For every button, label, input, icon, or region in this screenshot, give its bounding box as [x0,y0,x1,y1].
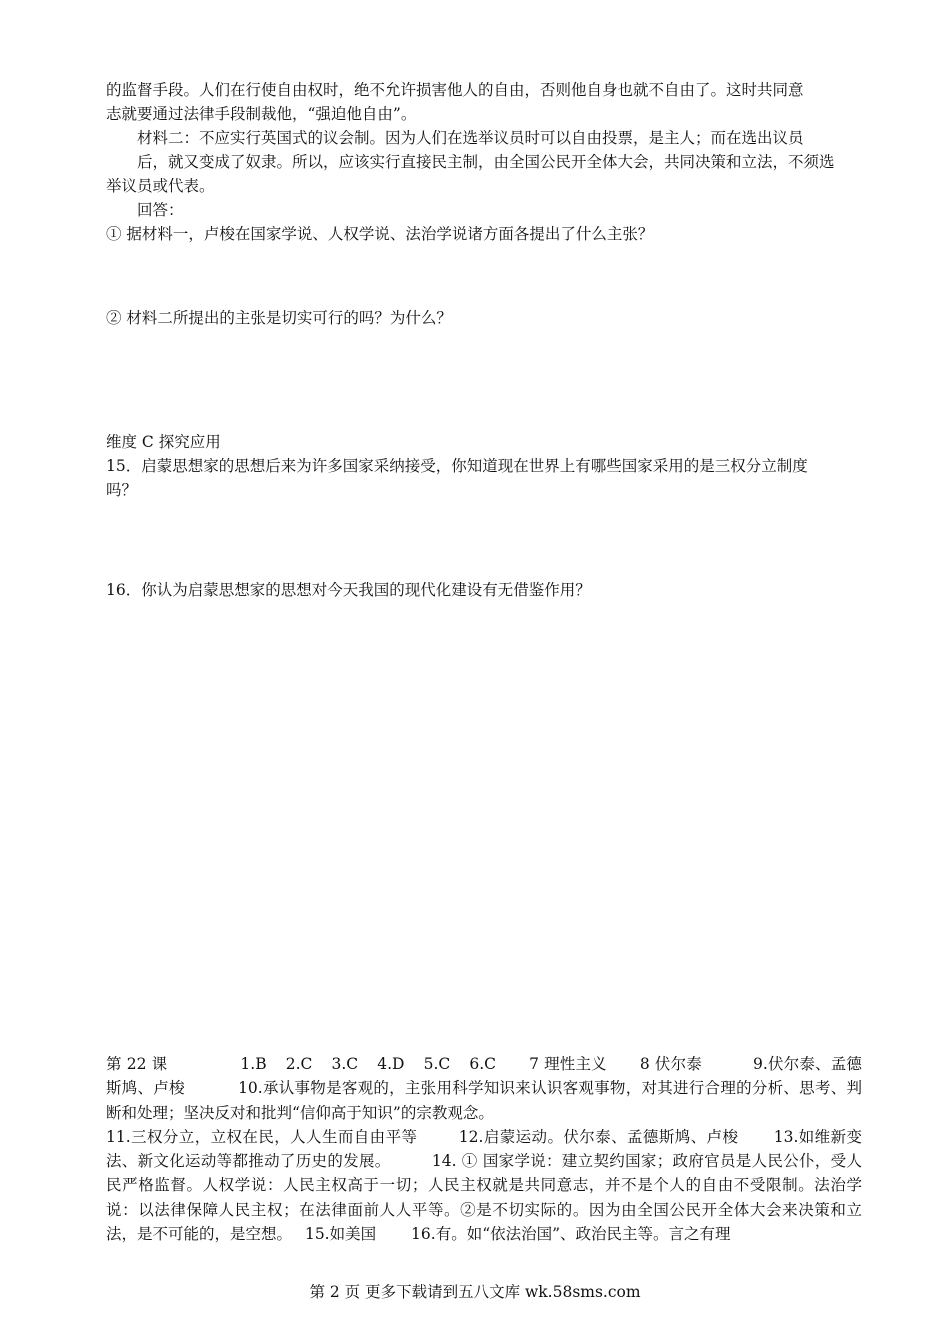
question-15: 吗？ [106,481,138,499]
question-15: 15．启蒙思想家的思想后来为许多国家采纳接受，你知道现在世界上有哪些国家采用的是三权分立制度 [106,457,808,475]
answer-item: 10.承认事物是客观的，主张用科学知识来认识客观事物，对其进行合理的分析、思考、判断和处理；坚决反对和批判“信仰高于知识”的宗教观念。 [106,1079,862,1122]
section-heading: 维度 C 探究应用 [106,433,221,451]
answer-item: 5.C [423,1055,451,1073]
material-2-line: 后，就又变成了奴隶。所以，应该实行直接民主制，由全国公民开全体大会，共同决策和立法，不须选 [137,153,835,171]
answer-label: 回答： [137,201,184,219]
lesson-label: 第 22 课 [106,1055,168,1073]
paragraph-line: 志就要通过法律手段制裁他，“强迫他自由”。 [106,105,417,123]
answer-item: 6.C [469,1055,496,1073]
question-2: ② 材料二所提出的主张是切实可行的吗？为什么？ [106,309,452,327]
answer-item: 12.启蒙运动。伏尔泰、孟德斯鸠、卢梭 [458,1127,739,1146]
page-footer: 第 2 页 更多下载请到五八文库 wk.58sms.com [309,1283,641,1301]
question-16: 16．你认为启蒙思想家的思想对今天我国的现代化建设有无借鉴作用？ [106,581,591,599]
answer-item: 3.C [331,1055,359,1073]
answer-item: 15.如美国 [304,1225,377,1244]
answer-key [106,1052,862,1246]
answer-item: 14. ① 国家学说：建立契约国家；政府官员是人民公仆，受人民严格监督。人权学说：人民主权高于一切；人民主权就是共同意志，并不是个人的自由不受限制。法治学说：以法律保障人民主权；在法律面前人人平等。②是不切实际的。因为由全国公民开全体大会来决策和立法，是不可能的，是空想。 [106,1152,862,1244]
material-2-line: 材料二：不应实行英国式的议会制。因为人们在选举议员时可以自由投票，是主人；而在选出议员 [137,129,804,147]
answer-item: 11.三权分立，立权在民，人人生而自由平等 [106,1127,418,1146]
answer-item: 7 理性主义 [529,1055,607,1073]
material-2-line: 举议员或代表。 [106,177,215,195]
answer-item: 16.有。如“依法治国”、政治民主等。言之有理 [411,1225,731,1244]
answer-item: 1.B [240,1055,267,1073]
answer-item: 9.伏尔泰、孟德斯鸠、卢梭 [106,1055,862,1098]
answer-item: 8 伏尔泰 [639,1055,702,1073]
answer-item: 13.如维新变法、新文化运动等都推动了历史的发展。 [106,1127,863,1171]
answer-item: 4.D [377,1055,405,1073]
paragraph-line: 的监督手段。人们在行使自由权时，绝不允许损害他人的自由，否则他自身也就不自由了。这时共同意 [106,81,804,99]
answer-item: 2.C [285,1055,313,1073]
question-1: ① 据材料一，卢梭在国家学说、人权学说、法治学说诸方面各提出了什么主张？ [106,225,654,243]
